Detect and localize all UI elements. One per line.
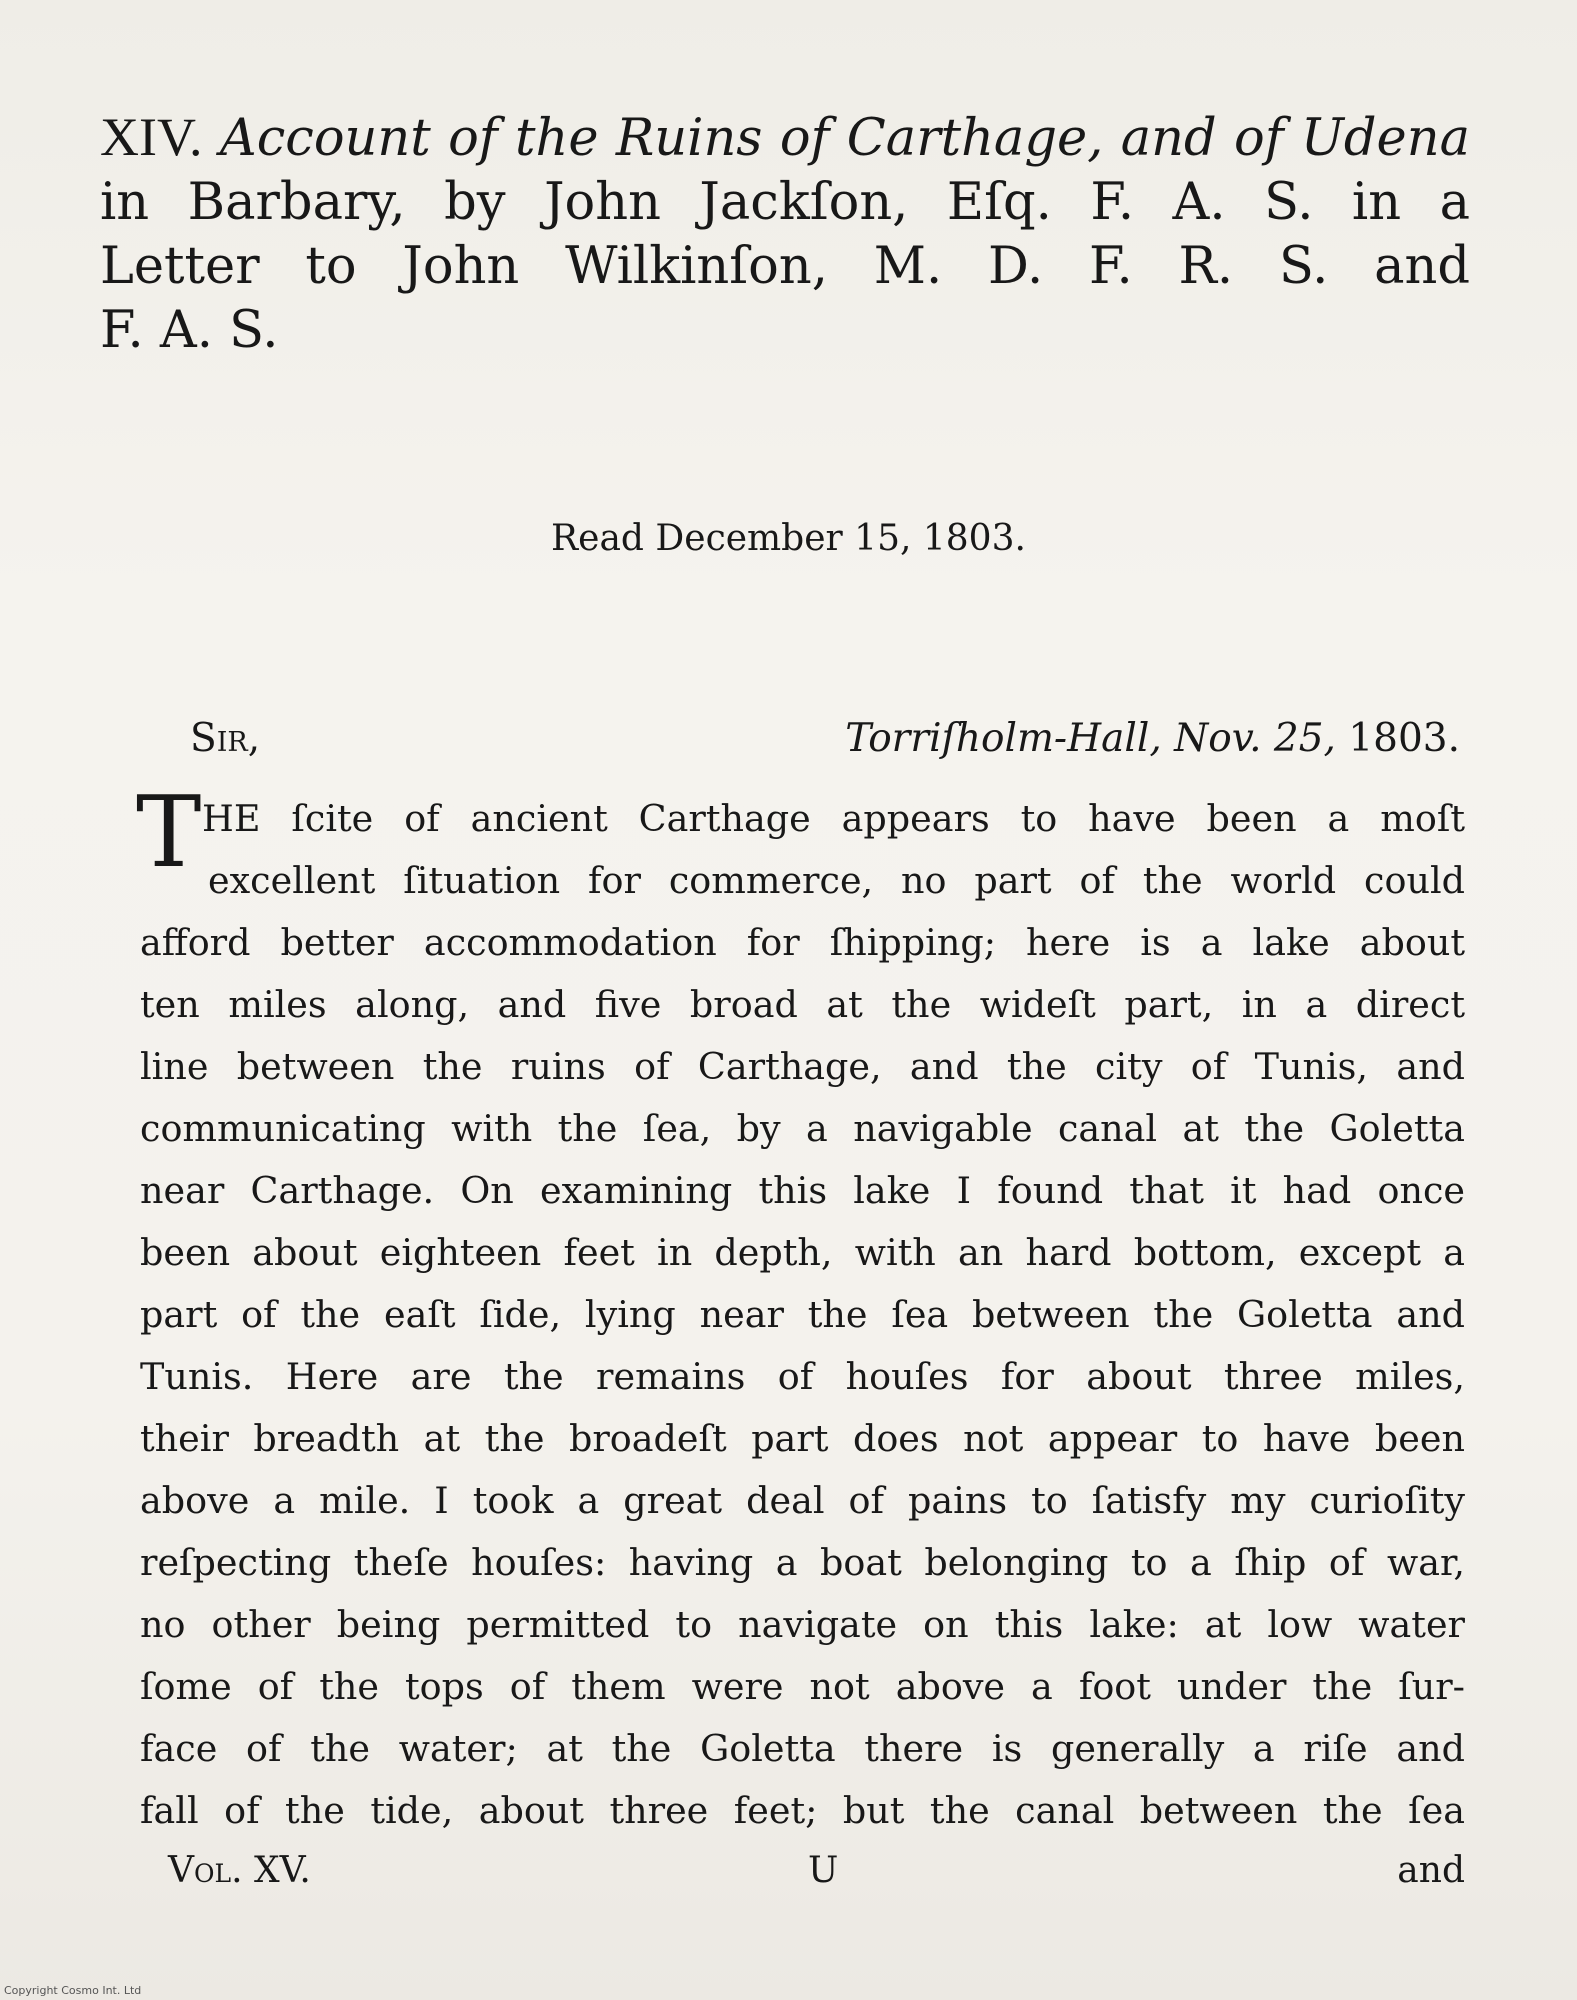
body-line: face of the water; at the Goletta there is generally a riſe and	[140, 1727, 1465, 1770]
heading-line-4: F. A. S.	[100, 301, 279, 360]
volume-number: Vol. XV.	[168, 1850, 311, 1891]
copyright-notice: Copyright Cosmo Int. Ltd	[4, 1984, 142, 1997]
body-line: communicating with the ſea, by a navigable canal at the Goletta	[140, 1107, 1465, 1150]
article-number: XIV.	[100, 107, 203, 167]
body-line: ſome of the tops of them were not above a foot under the ſur-	[140, 1665, 1465, 1708]
read-date: Read December 15, 1803.	[551, 518, 1026, 559]
body-line: ten miles along, and five broad at the wideſt part, in a direct	[140, 983, 1465, 1026]
dateline-place: Torriſholm-Hall, Nov. 25,	[845, 716, 1336, 761]
heading-line-3: Letter to John Wilkinſon, M. D. F. R. S. and	[100, 237, 1470, 296]
dateline-year: 1803.	[1348, 716, 1460, 761]
salutation-sir: Sir,	[190, 716, 261, 761]
heading-line-1	[100, 105, 1470, 171]
dateline	[845, 716, 1460, 761]
body-line: afford better accommodation for ſhipping; here is a lake about	[140, 921, 1465, 964]
body-line: Tunis. Here are the remains of houſes for about three miles,	[140, 1355, 1465, 1398]
body-line: above a mile. I took a great deal of pains to ſatisfy my curioſity	[140, 1479, 1465, 1522]
catchword: and	[1397, 1850, 1465, 1891]
body-line: near Carthage. On examining this lake I found that it had once	[140, 1169, 1465, 1212]
signature-mark: U	[808, 1850, 839, 1891]
body-line: excellent ſituation for commerce, no part of the world could	[208, 859, 1465, 902]
article-heading	[100, 105, 1470, 363]
body-line: fall of the tide, about three feet; but the canal between the ſea	[140, 1789, 1465, 1832]
drop-cap: T	[136, 776, 202, 890]
body-line: their breadth at the broadeſt part does not appear to have been	[140, 1417, 1465, 1460]
body-text	[136, 776, 1465, 1842]
body-line: no other being permitted to navigate on this lake: at low water	[140, 1603, 1465, 1646]
heading-text-1: Account of the Ruins of Carthage, and of Udena	[219, 109, 1470, 168]
heading-line-2: in Barbary, by John Jackſon, Eſq. F. A. S. in a	[100, 173, 1470, 232]
body-line: HE ſcite of ancient Carthage appears to have been a moſt	[202, 797, 1465, 840]
salutation	[190, 716, 1460, 761]
body-line: reſpecting theſe houſes: having a boat belonging to a ſhip of war,	[140, 1541, 1465, 1584]
body-line: part of the eaſt ſide, lying near the ſea between the Goletta and	[140, 1293, 1465, 1336]
body-line: line between the ruins of Carthage, and the city of Tunis, and	[140, 1045, 1465, 1088]
body-line: been about eighteen feet in depth, with an hard bottom, except a	[140, 1231, 1465, 1274]
